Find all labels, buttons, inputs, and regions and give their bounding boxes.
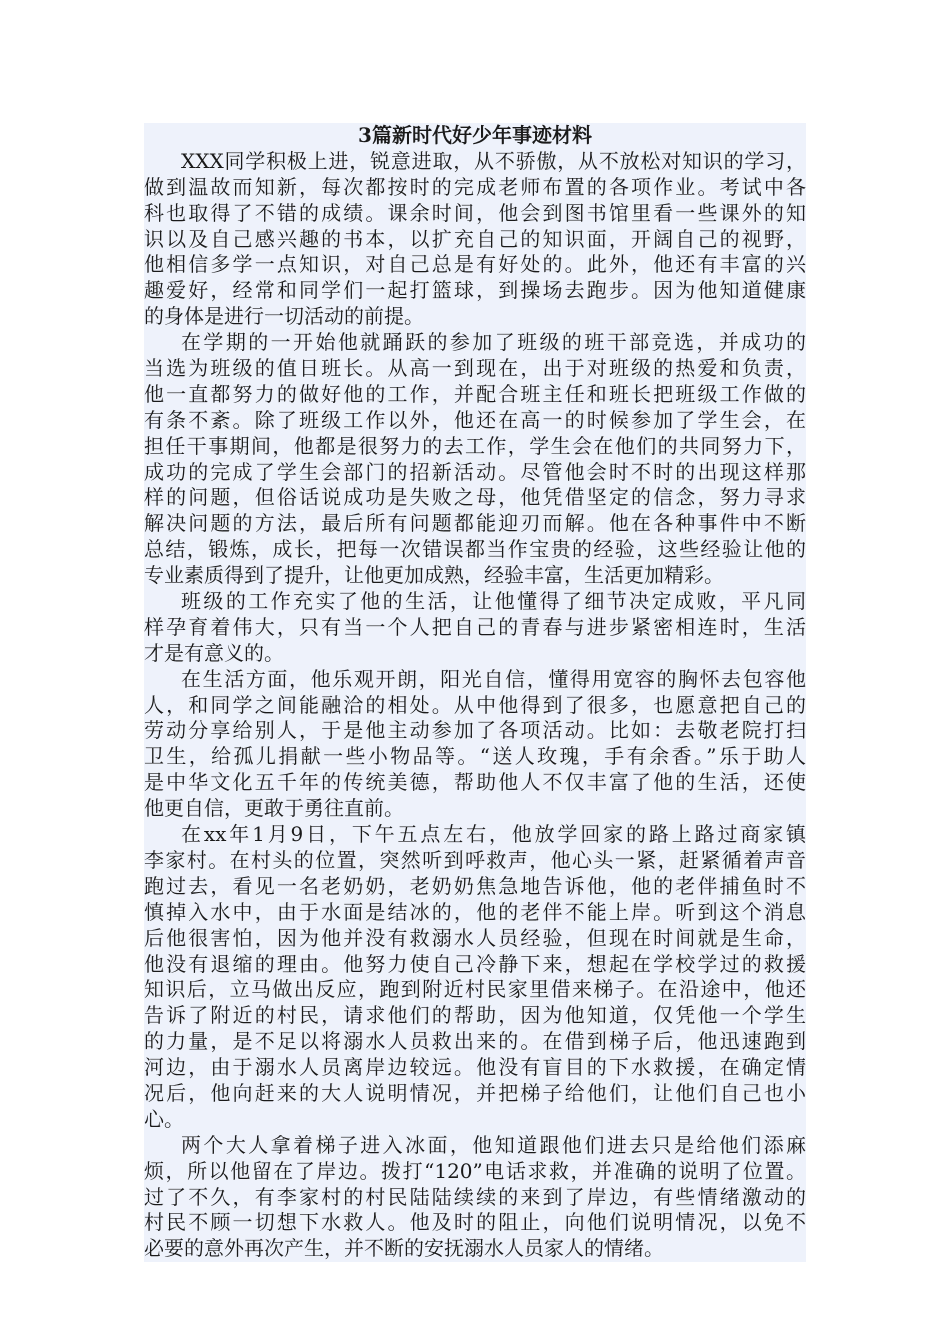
text-line: 慎掉入水中，由于水面是结冰的，他的老伴不能上岸。听到这个消息	[144, 899, 806, 924]
text-line: 在学期的一开始他就踊跃的参加了班级的班干部竞选，并成功的	[144, 330, 806, 356]
text-line: 当选为班级的值日班长。从高一到现在，出于对班级的热爱和负责，	[144, 356, 806, 381]
text-line: 他没有退缩的理由。他努力使自己冷静下来，想起在学校学过的救援	[144, 951, 806, 976]
text-line: 趣爱好，经常和同学们一起打篮球，到操场去跑步。因为他知道健康	[144, 278, 806, 303]
text-line: 卫生，给孤儿捐献一些小物品等。“送人玫瑰，手有余香。”乐于助人	[144, 744, 806, 769]
text-line: XXX同学积极上进，锐意进取，从不骄傲，从不放松对知识的学习，	[144, 149, 806, 175]
text-line: 担任干事期间，他都是很努力的去工作，学生会在他们的共同努力下，	[144, 433, 806, 458]
text-line: 做到温故而知新，每次都按时的完成老师布置的各项作业。考试中各	[144, 174, 806, 199]
text-line: 样的问题，但俗话说成功是失败之母，他凭借坚定的信念，努力寻求	[144, 485, 806, 510]
text-line: 村民不顾一切想下水救人。他及时的阻止，向他们说明情况，以免不	[144, 1210, 806, 1235]
text-line: 心。	[144, 1107, 806, 1133]
text-line: 专业素质得到了提升，让他更加成熟，经验丰富，生活更加精彩。	[144, 563, 806, 589]
text-line: 河边，由于溺水人员离岸边较远。他没有盲目的下水救援，在确定情	[144, 1055, 806, 1080]
text-line: 告诉了附近的村民，请求他们的帮助，因为他知道，仅凭他一个学生	[144, 1003, 806, 1028]
text-line: 必要的意外再次产生，并不断的安抚溺水人员家人的情绪。	[144, 1236, 806, 1262]
text-line: 他更自信，更敢于勇往直前。	[144, 796, 806, 822]
text-line: 在xx年1月9日，下午五点左右，他放学回家的路上路过商家镇	[144, 822, 806, 848]
text-line: 总结，锻炼，成长，把每一次错误都当作宝贵的经验，这些经验让他的	[144, 537, 806, 562]
text-line: 人，和同学之间能融洽的相处。从中他得到了很多，也愿意把自己的	[144, 692, 806, 717]
text-line: 他一直都努力的做好他的工作，并配合班主任和班长把班级工作做的	[144, 381, 806, 406]
text-line: 跑过去，看见一名老奶奶，老奶奶焦急地告诉他，他的老伴捕鱼时不	[144, 873, 806, 898]
text-line: 是中华文化五千年的传统美德，帮助他人不仅丰富了他的生活，还使	[144, 770, 806, 795]
text-line: 样孕育着伟大，只有当一个人把自己的青春与进步紧密相连时，生活	[144, 614, 806, 639]
text-line: 过了不久，有李家村的村民陆陆续续的来到了岸边，有些情绪激动的	[144, 1184, 806, 1209]
document-title: 3篇新时代好少年事迹材料	[144, 123, 806, 149]
text-line: 后他很害怕，因为他并没有救溺水人员经验，但现在时间就是生命，	[144, 925, 806, 950]
text-line: 有条不紊。除了班级工作以外，他还在高一的时候参加了学生会，在	[144, 407, 806, 432]
text-line: 班级的工作充实了他的生活，让他懂得了细节决定成败，平凡同	[144, 589, 806, 615]
text-line: 解决问题的方法，最后所有问题都能迎刃而解。他在各种事件中不断	[144, 511, 806, 536]
text-line: 才是有意义的。	[144, 641, 806, 667]
text-line: 科也取得了不错的成绩。课余时间，他会到图书馆里看一些课外的知	[144, 200, 806, 225]
text-line: 在生活方面，他乐观开朗，阳光自信，懂得用宽容的胸怀去包容他	[144, 667, 806, 693]
text-line: 的力量，是不足以将溺水人员救出来的。在借到梯子后，他迅速跑到	[144, 1029, 806, 1054]
text-line: 成功的完成了学生会部门的招新活动。尽管他会时不时的出现这样那	[144, 459, 806, 484]
text-line: 知识后，立马做出反应，跑到附近村民家里借来梯子。在沿途中，他还	[144, 977, 806, 1002]
text-line: 烦，所以他留在了岸边。拨打“120”电话求救，并准确的说明了位置。	[144, 1158, 806, 1183]
text-line: 劳动分享给别人，于是他主动参加了各项活动。比如：去敬老院打扫	[144, 718, 806, 743]
text-line: 况后，他向赶来的大人说明情况，并把梯子给他们，让他们自己也小	[144, 1080, 806, 1105]
text-line: 他相信多学一点知识，对自己总是有好处的。此外，他还有丰富的兴	[144, 252, 806, 277]
text-line: 识以及自己感兴趣的书本，以扩充自己的知识面，开阔自己的视野，	[144, 226, 806, 251]
document-body	[144, 123, 806, 1262]
text-line: 两个大人拿着梯子进入冰面，他知道跟他们进去只是给他们添麻	[144, 1133, 806, 1159]
text-line: 李家村。在村头的位置，突然听到呼救声，他心头一紧，赶紧循着声音	[144, 847, 806, 872]
text-line: 的身体是进行一切活动的前提。	[144, 304, 806, 330]
